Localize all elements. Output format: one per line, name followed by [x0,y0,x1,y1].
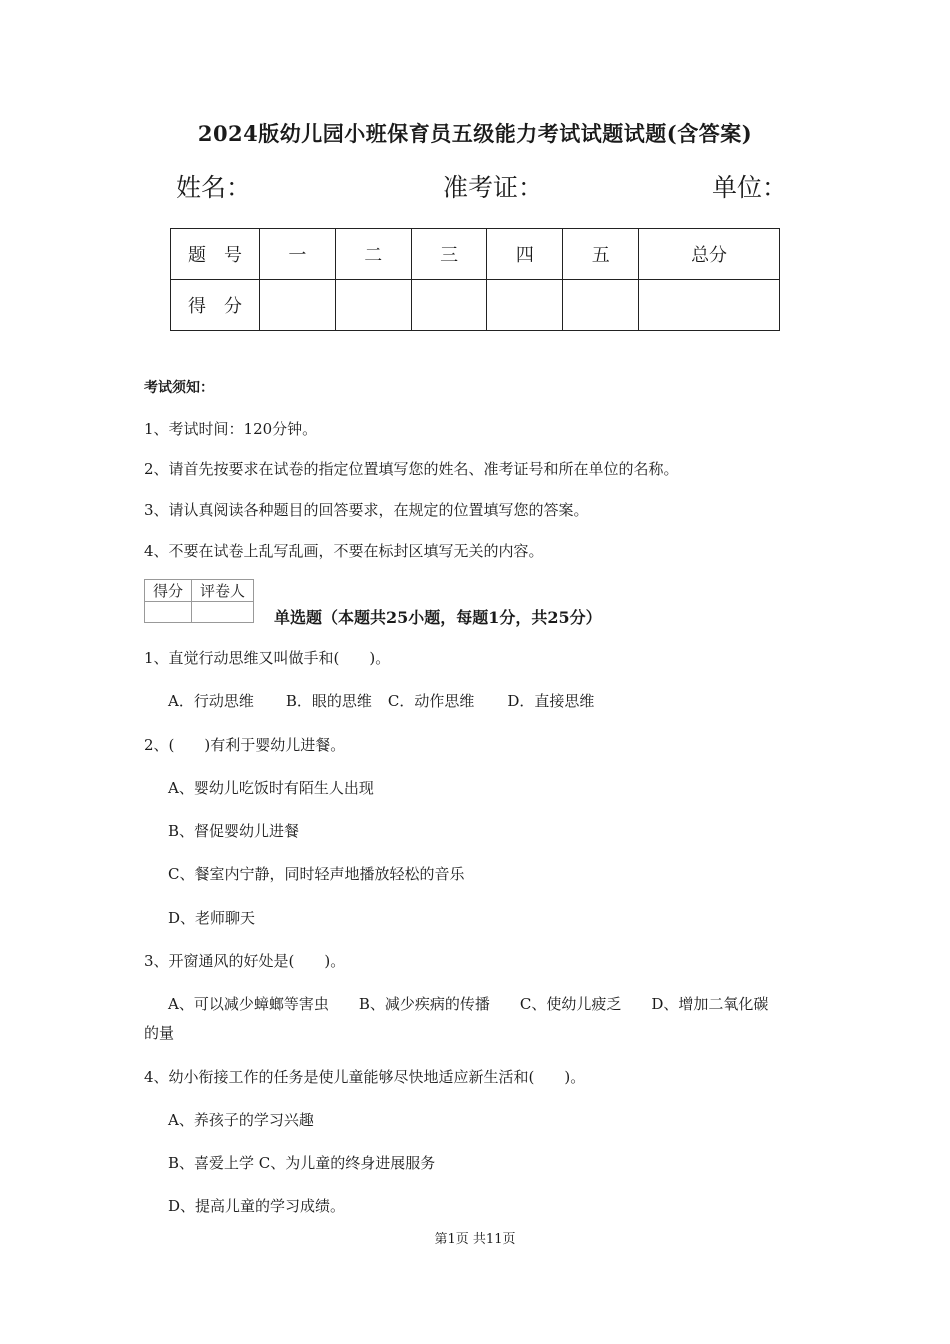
option: A、婴幼儿吃饭时有陌生人出现 [168,779,374,797]
document-title: 2024版幼儿园小班保育员五级能力考试试题试题(含答案) [197,121,753,146]
score-cell[interactable] [487,280,563,331]
question-options-continuation: 的量 [144,1024,175,1042]
option: D．直接思维 [507,692,595,710]
option: B．眼的思维 [285,692,372,710]
option: C、餐室内宁静，同时轻声地播放轻松的音乐 [168,865,465,883]
grader-reviewer-cell[interactable] [192,602,254,623]
page-footer: 第1页 共11页 [434,1232,516,1247]
option: C．动作思维 [387,692,475,710]
question-options-row [168,691,594,711]
score-table-header-cell: 五 [563,229,639,280]
grader-score-cell[interactable] [145,602,192,623]
score-table-header-row [171,229,780,280]
unit-field-label: 单位： [712,173,788,202]
option: A．行动思维 [168,692,254,710]
score-table-header-cell: 一 [260,229,336,280]
option: A、养孩子的学习兴趣 [168,1111,314,1129]
grader-score-label: 得分 [145,580,192,602]
notice-item: 4、不要在试卷上乱写乱画，不要在标封区填写无关的内容。 [144,542,544,560]
score-table-header-cell: 二 [335,229,411,280]
option: B、喜爱上学 C、为儿童的终身进展服务 [168,1154,436,1172]
notice-item: 3、请认真阅读各种题目的回答要求，在规定的位置填写您的答案。 [144,501,589,519]
question-stem: 2、( )有利于婴幼儿进餐。 [144,736,346,754]
option: B、督促婴幼儿进餐 [168,822,300,840]
score-table-header-cell: 总分 [639,229,780,280]
score-cell[interactable] [411,280,487,331]
score-cell[interactable] [260,280,336,331]
grader-box [144,579,254,623]
score-cell[interactable] [335,280,411,331]
option: D、提高儿童的学习成绩。 [168,1197,346,1215]
score-table-score-row [171,280,780,331]
question-stem: 1、直觉行动思维又叫做手和( )。 [144,649,391,667]
exam-number-field-label: 准考证： [443,173,544,202]
question-stem: 3、开窗通风的好处是( )。 [144,952,346,970]
score-table [170,228,780,331]
score-cell[interactable] [639,280,780,331]
grader-reviewer-label: 评卷人 [192,580,254,602]
section-title: 单选题（本题共25小题，每题1分，共25分） [274,608,602,627]
score-table-header-cell: 三 [411,229,487,280]
question-options-row: A、可以减少蟑螂等害虫 B、减少疾病的传播 C、使幼儿疲乏 D、增加二氧化碳 [168,995,769,1013]
name-field-label: 姓名： [176,173,252,202]
notice-item: 1、考试时间：120分钟。 [144,420,318,438]
score-cell[interactable] [563,280,639,331]
notice-item: 2、请首先按要求在试卷的指定位置填写您的姓名、准考证号和所在单位的名称。 [144,460,679,478]
score-table-header-cell: 题 号 [171,229,260,280]
question-stem: 4、幼小衔接工作的任务是使儿童能够尽快地适应新生活和( )。 [144,1068,586,1086]
notice-heading: 考试须知： [144,380,214,396]
option: D、老师聊天 [168,909,256,927]
score-row-label: 得 分 [171,280,260,331]
score-table-header-cell: 四 [487,229,563,280]
